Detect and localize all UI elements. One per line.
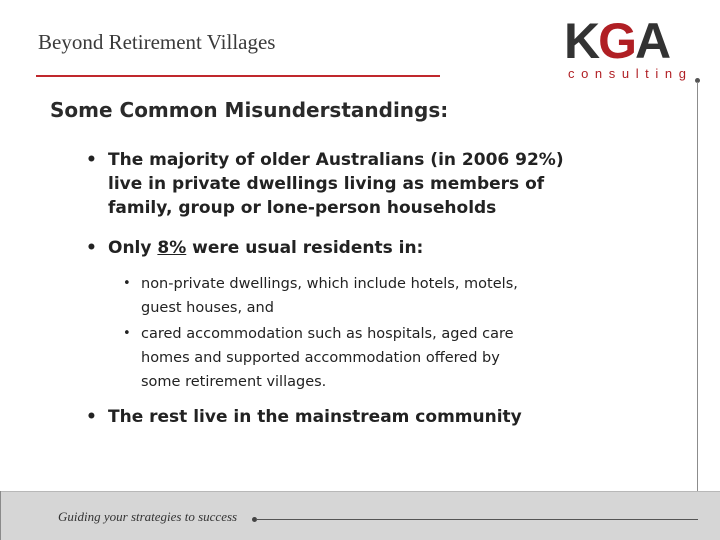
bullet-line: family, group or lone-person households [108,198,497,218]
bullet-text [108,405,522,429]
sub-bullet-line: cared accommodation such as hospitals, aged care [141,326,514,342]
logo-letter-k: K [564,13,599,69]
footer-rule [256,519,698,520]
sub-bullet-dot-icon: • [123,326,131,341]
logo-letter-a: A [635,13,670,69]
logo-wordmark: consulting [568,66,693,81]
bullet-line: The rest live in the mainstream community [108,407,522,427]
bullet-dot-icon: • [86,407,97,427]
sub-bullet-line: guest houses, and [141,300,274,316]
kga-consulting-logo [562,13,693,86]
bullet-emphasis: 8% [157,238,187,258]
sub-bullet-line: homes and supported accommodation offered by [141,350,500,366]
footer-tagline: Guiding your strategies to success [58,509,238,524]
bullet-suffix: were usual residents in: [186,238,424,258]
sub-bullet-line: some retirement villages. [141,374,327,390]
sub-bullet-text [141,322,514,394]
header-divider [36,75,440,77]
bullet-dot-icon: • [86,150,97,170]
right-vertical-rule [697,82,698,512]
bullet-text [108,148,564,220]
sub-bullet-dot-icon: • [123,276,131,291]
sub-bullet-text [141,272,518,320]
logo-letters [564,14,669,68]
bullet-line: live in private dwellings living as members of [108,174,545,194]
sub-bullet-line: non-private dwellings, which include hotels, motels, [141,276,518,292]
bullet-dot-icon: • [86,238,97,258]
bullet-line: The majority of older Australians (in 2006 92%) [108,150,564,170]
bullet-prefix: Only [108,238,158,258]
bullet-text [108,236,423,260]
logo-letter-g: G [598,13,636,69]
slide-heading: Some Common Misunderstandings: [50,98,449,122]
slide-header-title: Beyond Retirement Villages [38,30,276,54]
